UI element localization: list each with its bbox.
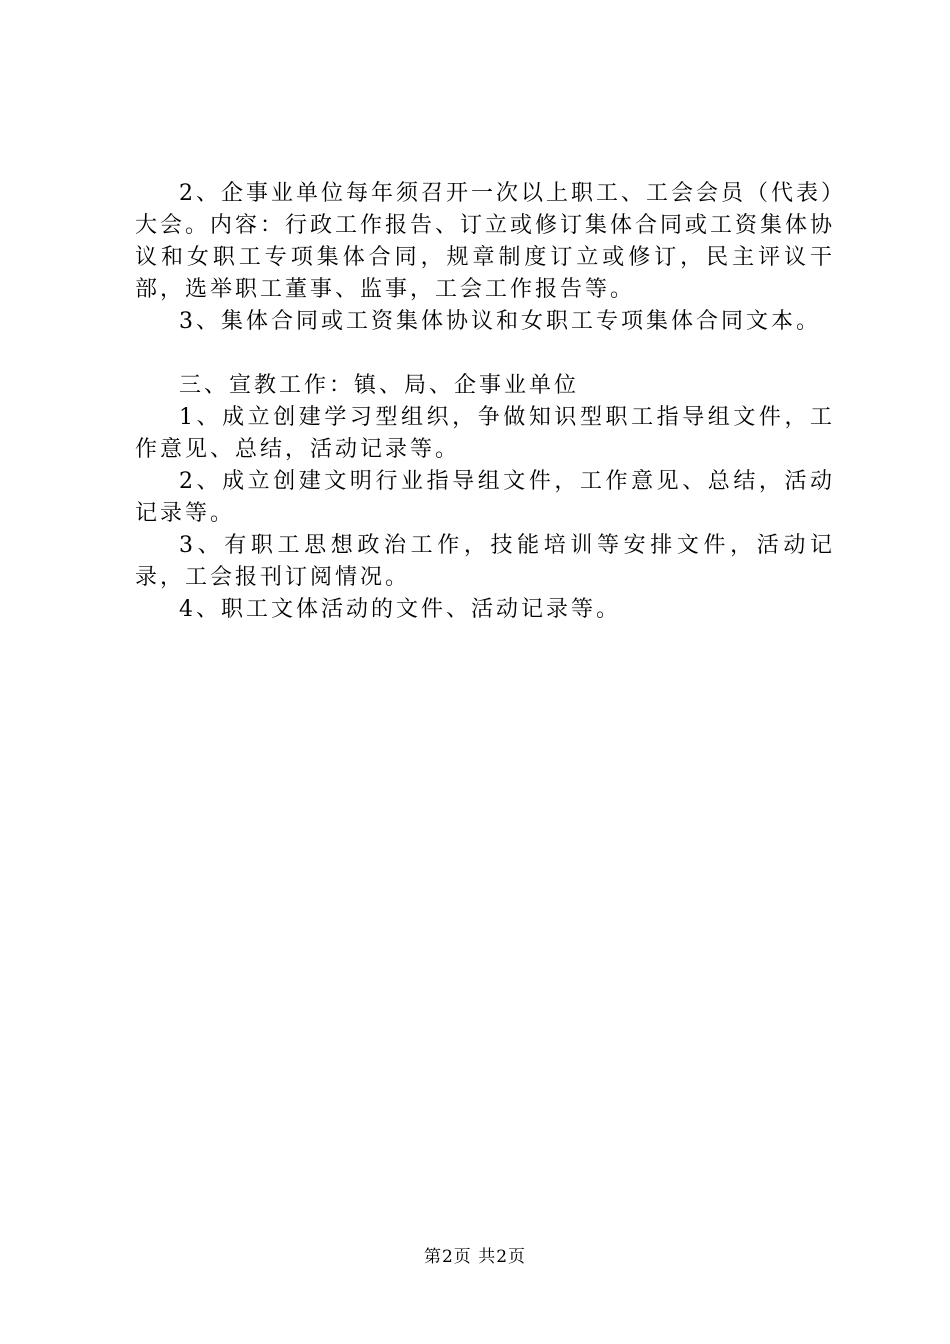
paragraph-item-3: 3、集体合同或工资集体协议和女职工专项集体合同文本。 <box>179 309 821 334</box>
paragraph-item-4: 4、职工文体活动的文件、活动记录等。 <box>179 597 621 622</box>
document-body <box>135 178 835 626</box>
paragraph-item-2b: 2、成立创建文明行业指导组文件，工作意见、总结，活动记录等。 <box>135 469 835 526</box>
page-footer: 第2页 共2页 <box>423 1247 527 1267</box>
paragraph-item-3b: 3、有职工思想政治工作，技能培训等安排文件，活动记录，工会报刊订阅情况。 <box>135 533 835 590</box>
section-spacer <box>135 338 835 370</box>
paragraph-item-1: 1、成立创建学习型组织，争做知识型职工指导组文件，工作意见、总结，活动记录等。 <box>135 405 835 462</box>
section-heading: 三、宣教工作：镇、局、企事业单位 <box>179 373 580 398</box>
paragraph-item-2: 2、企事业单位每年须召开一次以上职工、工会会员（代表）大会。内容：行政工作报告、订立或修订集体合同或工资集体协议和女职工专项集体合同，规章制度订立或修订，民主评议干部，选举职工董事、监事，工会工作报告等。 <box>135 181 836 302</box>
